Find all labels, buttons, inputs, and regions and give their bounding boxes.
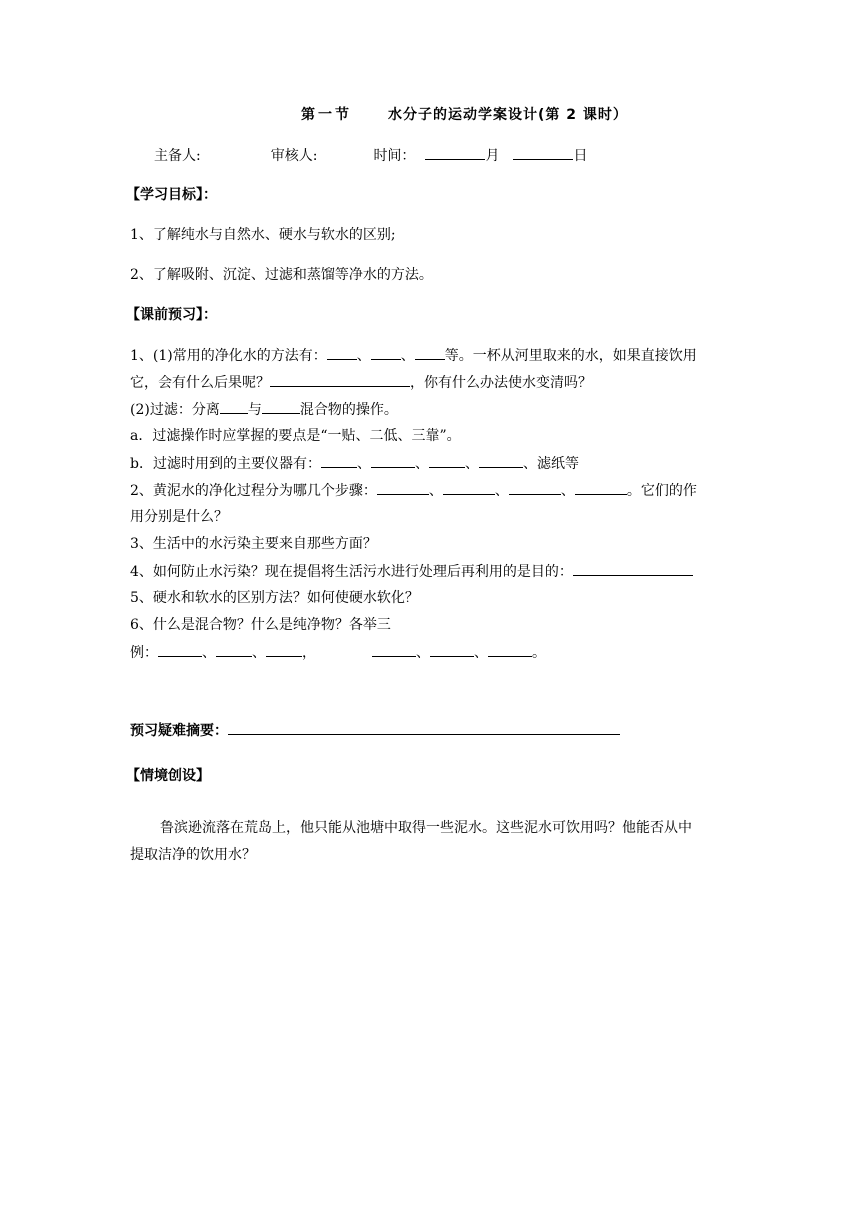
day-label: 日 <box>573 148 588 164</box>
goals-heading: 【学习目标】： <box>126 187 217 203</box>
goal-item: 2、了解吸附、沉淀、过滤和蒸馏等净水的方法。 <box>130 267 433 283</box>
scenario-line2: 提取洁净的饮用水？ <box>130 847 256 863</box>
preview-q7-line2: 例： 、 、 ， 、 、 。 <box>130 642 546 663</box>
summary-blank[interactable] <box>228 720 620 735</box>
summary-label: 预习疑难摘要： <box>130 723 228 739</box>
preview-q1-line2: 它，会有什么后果呢？ ，你有什么办法使水变清吗？ <box>130 372 592 393</box>
reviewer-label: 审核人: <box>270 148 318 164</box>
title-section: 第一节 <box>301 107 352 123</box>
month-label: 月 <box>485 148 500 164</box>
day-blank <box>513 145 573 160</box>
preview-q5: 4、如何防止水污染？现在提倡将生活污水进行处理后再利用的是目的： <box>130 561 693 582</box>
blank <box>415 345 445 360</box>
summary-line <box>130 720 620 741</box>
scenario-line1: 鲁滨逊流落在荒岛上，他只能从池塘中取得一些泥水。这些泥水可饮用吗？他能否从中 <box>160 820 692 836</box>
blank <box>509 480 561 495</box>
preview-qb: b．过滤时用到的主要仪器有： 、 、 、 、滤纸等 <box>130 453 579 474</box>
preview-q2: (2)过滤：分离 与 混合物的操作。 <box>130 399 398 420</box>
month-blank <box>425 145 485 160</box>
preview-q3-line1: 2、黄泥水的净化过程分为哪几个步骤： 、 、 、 。它们的作 <box>130 480 697 501</box>
preview-qa: a．过滤操作时应掌握的要点是“一贴、二低、三靠”。 <box>130 428 461 444</box>
blank <box>430 642 474 657</box>
blank <box>371 453 415 468</box>
preparer-label: 主备人: <box>154 148 201 164</box>
title-text: 水分子的运动学案设计(第 2 课时） <box>388 107 628 123</box>
blank <box>262 399 300 414</box>
blank <box>479 453 523 468</box>
preview-q6: 5、硬水和软水的区别方法？如何使硬水软化？ <box>130 590 419 606</box>
blank <box>158 642 202 657</box>
scenario-heading: 【情境创设】 <box>126 768 210 784</box>
blank <box>327 345 357 360</box>
blank <box>372 642 416 657</box>
preview-q1-line1: 1、(1)常用的净化水的方法有： 、 、 等。一杯从河里取来的水，如果直接饮用 <box>130 345 697 366</box>
preview-q7-line1: 6、什么是混合物？什么是纯净物？各举三 <box>130 617 391 633</box>
blank <box>429 453 465 468</box>
blank <box>573 561 693 576</box>
blank <box>575 480 627 495</box>
blank <box>488 642 532 657</box>
preview-q4: 3、生活中的水污染主要来自那些方面？ <box>130 536 377 552</box>
preview-heading: 【课前预习】： <box>126 307 217 323</box>
time-label: 时间： <box>373 148 416 164</box>
blank <box>266 642 302 657</box>
meta-line <box>154 145 587 166</box>
doc-title <box>301 105 628 125</box>
blank <box>216 642 252 657</box>
blank <box>377 480 429 495</box>
blank <box>371 345 401 360</box>
blank <box>321 453 357 468</box>
blank <box>220 399 248 414</box>
goal-item: 1、了解纯水与自然水、硬水与软水的区别; <box>130 227 396 243</box>
preview-q3-line2: 用分别是什么？ <box>130 509 228 525</box>
blank <box>270 372 410 387</box>
blank <box>443 480 495 495</box>
